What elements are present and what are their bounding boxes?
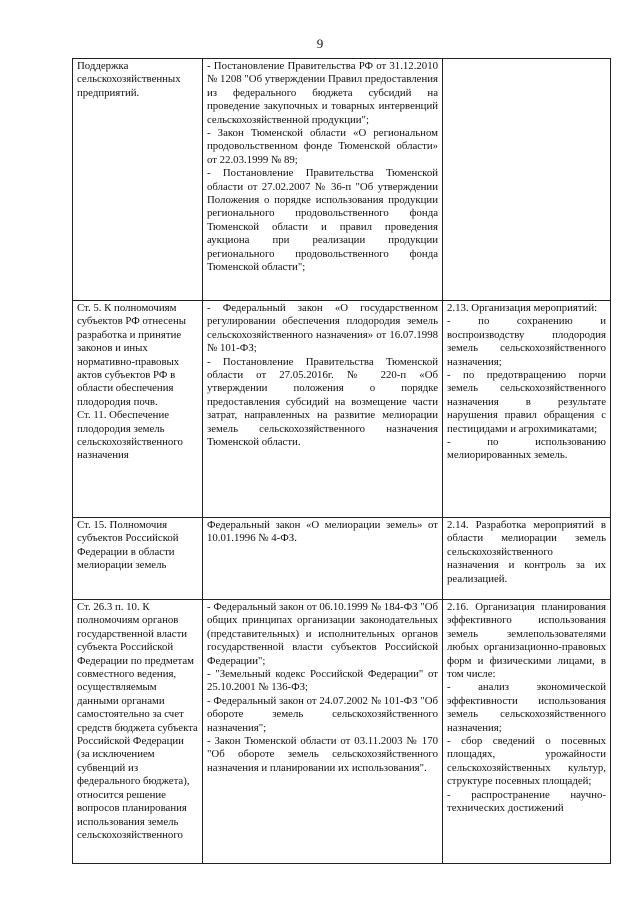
cell-paragraph: 2.16. Организация планирования эффективного использования земель землепользователями любых организационно-правовых форм и физическими лицами, в том числе: (447, 601, 606, 681)
cell-legal-acts (203, 59, 443, 301)
legal-table (72, 58, 611, 864)
cell-paragraph: - анализ экономической эффективности использования земель сельскохозяйственного назначения; (447, 681, 606, 734)
cell-paragraph: - по сохранению и воспроизводству плодородия земель сельскохозяйственного назначения; (447, 315, 606, 368)
cell-paragraph: 2.13. Организация мероприятий: (447, 302, 598, 314)
cell-paragraph: Федеральный закон «О мелиорации земель» от 10.01.1996 № 4-ФЗ. (207, 519, 438, 545)
cell-paragraph: - Федеральный закон «О государственном регулировании обеспечения плодородия земель сельскохозяйственного назначения» от 16.07.1998 № 101-ФЗ; (207, 302, 438, 355)
cell-paragraph: - Постановление Правительства Тюменской области от 27.02.2007 № 36-п "Об утверждении Положения о порядке использования продукции регионального продовольственного фонда Тюменской области и правил проведения аукциона при реализации продукции регионального продовольственного фонда Тюменской области"; (207, 167, 438, 274)
cell-paragraph: Ст. 15. Полномочия субъектов Российской Федерации в области мелиорации земель (77, 519, 179, 572)
cell-legal-acts (203, 301, 443, 518)
cell-paragraph: - по использованию мелиорированных земель. (447, 436, 606, 462)
cell-authority (73, 59, 203, 301)
cell-paragraph: - Постановление Правительства Тюменской области от 27.05.2016г. № 220-п «Об утверждении положения о порядке предоставления субсидий на возмещение части затрат, направленных на развитие мелиорации земель сельскохозяйственного назначения Тюменской области. (207, 355, 438, 449)
cell-paragraph: - сбор сведений о посевных площадях, урожайности сельскохозяйственных культур, структуре посевных площадей; (447, 735, 606, 788)
cell-paragraph: - Постановление Правительства РФ от 31.12.2010 № 1208 "Об утверждении Правил предоставления из федерального бюджета субсидий на проведение закупочных и товарных интервенций сельскохозяйственной продукции"; (207, 60, 438, 126)
cell-function (443, 301, 611, 518)
cell-legal-acts (203, 518, 443, 600)
table-row (73, 301, 611, 518)
cell-function (443, 518, 611, 600)
cell-authority (73, 600, 203, 864)
cell-paragraph: Ст. 26.3 п. 10. К полномочиям органов государственной власти субъекта Российской Федерации по предметам совместного ведения, осуществляемым данными органами самостоятельно за счет средств бюджета субъекта Российской Федерации (за исключением субвенций из федерального бюджета), относится решение вопросов планирования использования земель сельскохозяйственного (77, 601, 198, 841)
table-row (73, 600, 611, 864)
cell-legal-acts (203, 600, 443, 864)
cell-paragraph: - Федеральный закон от 06.10.1999 № 184-ФЗ "Об общих принципах организации законодательных (представительных) и исполнительных органов государственной власти субъектов Российской Федерации"; (207, 601, 438, 667)
page-number: 9 (316, 36, 324, 51)
cell-function (443, 59, 611, 301)
cell-paragraph: - "Земельный кодекс Российской Федерации" от 25.10.2001 № 136-ФЗ; (207, 668, 438, 694)
cell-paragraph: Ст. 5. К полномочиям субъектов РФ отнесены разработка и принятие законов и иных нормативно-правовых актов субъектов РФ в области обеспечения плодородия почв. (77, 302, 186, 408)
cell-paragraph: Поддержка сельскохозяйственных предприятий. (77, 60, 181, 99)
cell-authority (73, 518, 203, 600)
cell-paragraph: Ст. 11. Обеспечение плодородия земель сельскохозяйственного назначения (77, 409, 183, 462)
cell-authority (73, 301, 203, 518)
cell-paragraph: - Закон Тюменской области «О региональном продовольственном фонде Тюменской области» от 22.03.1999 № 89; (207, 127, 438, 166)
cell-paragraph: 2.14. Разработка мероприятий в области мелиорации земель сельскохозяйственного назначения и контроль за их реализацией. (447, 519, 606, 585)
cell-function (443, 600, 611, 864)
cell-paragraph: - Закон Тюменской области от 03.11.2003 № 170 "Об обороте земель сельскохозяйственного назначения и планировании их использования". (207, 735, 438, 774)
cell-paragraph: - по предотвращению порчи земель сельскохозяйственного назначения в результате нарушения правил обращения с пестицидами и агрохимикатами; (447, 369, 606, 435)
cell-paragraph: - распространение научно-технических достижений (447, 788, 606, 815)
table-row (73, 59, 611, 301)
table-row (73, 518, 611, 600)
cell-paragraph: - Федеральный закон от 24.07.2002 № 101-ФЗ "Об обороте земель сельскохозяйственного назначения"; (207, 694, 438, 734)
